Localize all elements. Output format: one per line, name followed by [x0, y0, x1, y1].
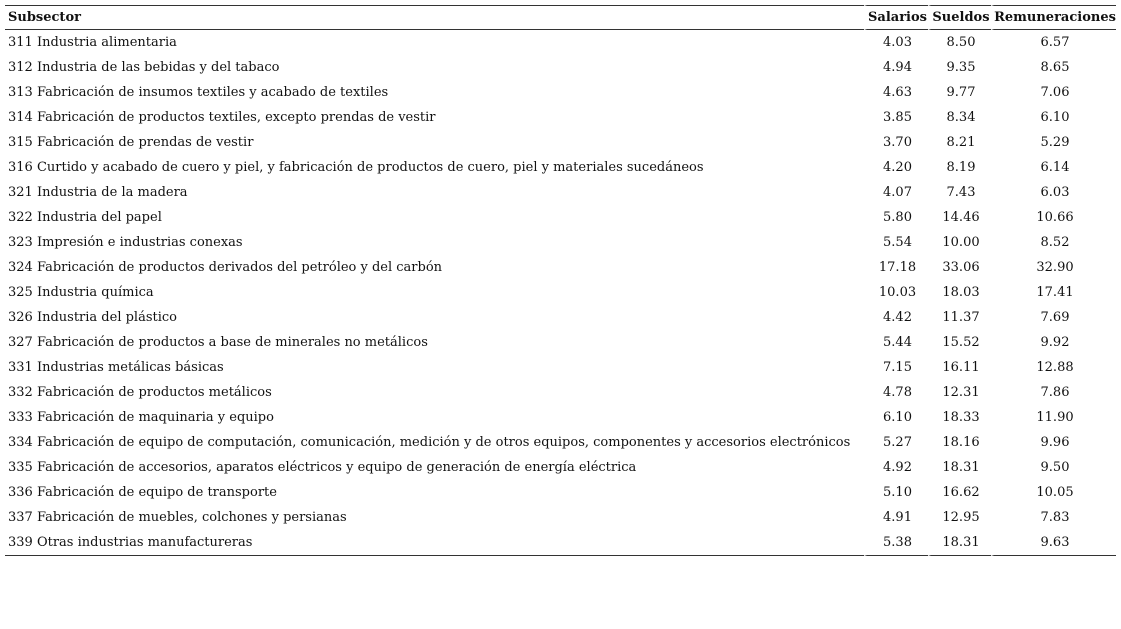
data-table-container	[5, 5, 1116, 556]
table-row	[5, 80, 1116, 105]
cell-salarios: 17.18	[864, 255, 928, 280]
cell-subsector: 337 Fabricación de muebles, colchones y persianas	[8, 510, 347, 525]
cell-salarios: 5.27	[864, 430, 928, 455]
cell-sueldos: 33.06	[928, 255, 991, 280]
cell-sueldos: 16.11	[928, 355, 991, 380]
cell-subsector: 322 Industria del papel	[8, 210, 162, 225]
cell-subsector: 325 Industria química	[8, 285, 154, 300]
cell-sueldos: 18.31	[928, 530, 991, 556]
cell-sueldos: 7.43	[928, 180, 991, 205]
cell-subsector: 336 Fabricación de equipo de transporte	[8, 485, 277, 500]
cell-subsector: 316 Curtido y acabado de cuero y piel, y fabricación de productos de cuero, piel y materiales sucedáneos	[8, 160, 704, 175]
cell-sueldos: 14.46	[928, 205, 991, 230]
cell-salarios: 7.15	[864, 355, 928, 380]
cell-salarios: 4.03	[864, 30, 928, 55]
cell-remuneraciones: 10.05	[991, 480, 1116, 505]
cell-remuneraciones: 6.57	[991, 30, 1116, 55]
cell-salarios: 4.42	[864, 305, 928, 330]
cell-subsector: 333 Fabricación de maquinaria y equipo	[8, 410, 274, 425]
cell-remuneraciones: 9.92	[991, 330, 1116, 355]
cell-subsector: 315 Fabricación de prendas de vestir	[8, 135, 254, 150]
table-row	[5, 55, 1116, 80]
cell-remuneraciones: 9.96	[991, 430, 1116, 455]
cell-salarios: 4.07	[864, 180, 928, 205]
cell-sueldos: 18.16	[928, 430, 991, 455]
cell-salarios: 5.10	[864, 480, 928, 505]
header-subsector: Subsector	[5, 5, 864, 30]
cell-salarios: 3.85	[864, 105, 928, 130]
cell-sueldos: 15.52	[928, 330, 991, 355]
cell-salarios: 5.38	[864, 530, 928, 556]
table-row	[5, 330, 1116, 355]
cell-remuneraciones: 9.63	[991, 530, 1116, 556]
table-body	[5, 30, 1116, 556]
cell-subsector: 313 Fabricación de insumos textiles y acabado de textiles	[8, 85, 389, 100]
cell-remuneraciones: 7.83	[991, 505, 1116, 530]
cell-sueldos: 8.34	[928, 105, 991, 130]
cell-salarios: 4.94	[864, 55, 928, 80]
subsector-table	[5, 5, 1116, 556]
table-row	[5, 505, 1116, 530]
header-sueldos: Sueldos	[928, 5, 991, 30]
table-row	[5, 255, 1116, 280]
cell-sueldos: 9.77	[928, 80, 991, 105]
cell-salarios: 4.91	[864, 505, 928, 530]
cell-salarios: 5.44	[864, 330, 928, 355]
table-row	[5, 30, 1116, 55]
cell-remuneraciones: 7.06	[991, 80, 1116, 105]
table-row	[5, 530, 1116, 556]
cell-salarios: 4.92	[864, 455, 928, 480]
cell-remuneraciones: 6.14	[991, 155, 1116, 180]
table-row	[5, 230, 1116, 255]
cell-subsector: 327 Fabricación de productos a base de minerales no metálicos	[8, 335, 428, 350]
cell-salarios: 4.20	[864, 155, 928, 180]
cell-remuneraciones: 8.52	[991, 230, 1116, 255]
table-row	[5, 430, 1116, 455]
cell-salarios: 4.63	[864, 80, 928, 105]
table-row	[5, 105, 1116, 130]
cell-remuneraciones: 6.10	[991, 105, 1116, 130]
table-row	[5, 180, 1116, 205]
table-row	[5, 155, 1116, 180]
cell-sueldos: 18.33	[928, 405, 991, 430]
cell-sueldos: 8.50	[928, 30, 991, 55]
table-row	[5, 305, 1116, 330]
table-row	[5, 480, 1116, 505]
cell-remuneraciones: 10.66	[991, 205, 1116, 230]
cell-subsector: 314 Fabricación de productos textiles, excepto prendas de vestir	[8, 110, 436, 125]
header-remuneraciones: Remuneraciones	[991, 5, 1116, 30]
table-row	[5, 130, 1116, 155]
cell-subsector: 332 Fabricación de productos metálicos	[8, 385, 272, 400]
cell-salarios: 4.78	[864, 380, 928, 405]
cell-subsector: 321 Industria de la madera	[8, 185, 188, 200]
cell-remuneraciones: 7.86	[991, 380, 1116, 405]
cell-remuneraciones: 17.41	[991, 280, 1116, 305]
cell-remuneraciones: 11.90	[991, 405, 1116, 430]
cell-salarios: 5.54	[864, 230, 928, 255]
cell-subsector: 323 Impresión e industrias conexas	[8, 235, 243, 250]
cell-salarios: 5.80	[864, 205, 928, 230]
cell-sueldos: 16.62	[928, 480, 991, 505]
table-row	[5, 280, 1116, 305]
cell-subsector: 324 Fabricación de productos derivados del petróleo y del carbón	[8, 260, 443, 275]
table-header-row	[5, 5, 1116, 30]
cell-subsector: 311 Industria alimentaria	[8, 35, 177, 50]
cell-sueldos: 18.31	[928, 455, 991, 480]
cell-subsector: 339 Otras industrias manufactureras	[5, 530, 864, 556]
cell-sueldos: 8.19	[928, 155, 991, 180]
table-row	[5, 355, 1116, 380]
cell-remuneraciones: 7.69	[991, 305, 1116, 330]
cell-sueldos: 18.03	[928, 280, 991, 305]
table-row	[5, 205, 1116, 230]
cell-salarios: 3.70	[864, 130, 928, 155]
table-row	[5, 380, 1116, 405]
cell-subsector: 312 Industria de las bebidas y del tabaco	[8, 60, 280, 75]
table-row	[5, 405, 1116, 430]
cell-sueldos: 12.95	[928, 505, 991, 530]
cell-subsector: 326 Industria del plástico	[8, 310, 177, 325]
cell-sueldos: 10.00	[928, 230, 991, 255]
cell-subsector: 335 Fabricación de accesorios, aparatos eléctricos y equipo de generación de energía eléctrica	[8, 460, 637, 475]
cell-subsector: 334 Fabricación de equipo de computación, comunicación, medición y de otros equipos, componentes y accesorios electrónicos	[8, 435, 851, 450]
cell-sueldos: 11.37	[928, 305, 991, 330]
table-row	[5, 455, 1116, 480]
cell-remuneraciones: 5.29	[991, 130, 1116, 155]
header-salarios: Salarios	[864, 5, 928, 30]
cell-sueldos: 8.21	[928, 130, 991, 155]
cell-remuneraciones: 6.03	[991, 180, 1116, 205]
cell-remuneraciones: 32.90	[991, 255, 1116, 280]
cell-sueldos: 9.35	[928, 55, 991, 80]
cell-remuneraciones: 12.88	[991, 355, 1116, 380]
cell-subsector: 331 Industrias metálicas básicas	[8, 360, 224, 375]
cell-remuneraciones: 8.65	[991, 55, 1116, 80]
cell-remuneraciones: 9.50	[991, 455, 1116, 480]
cell-sueldos: 12.31	[928, 380, 991, 405]
cell-salarios: 10.03	[864, 280, 928, 305]
cell-salarios: 6.10	[864, 405, 928, 430]
